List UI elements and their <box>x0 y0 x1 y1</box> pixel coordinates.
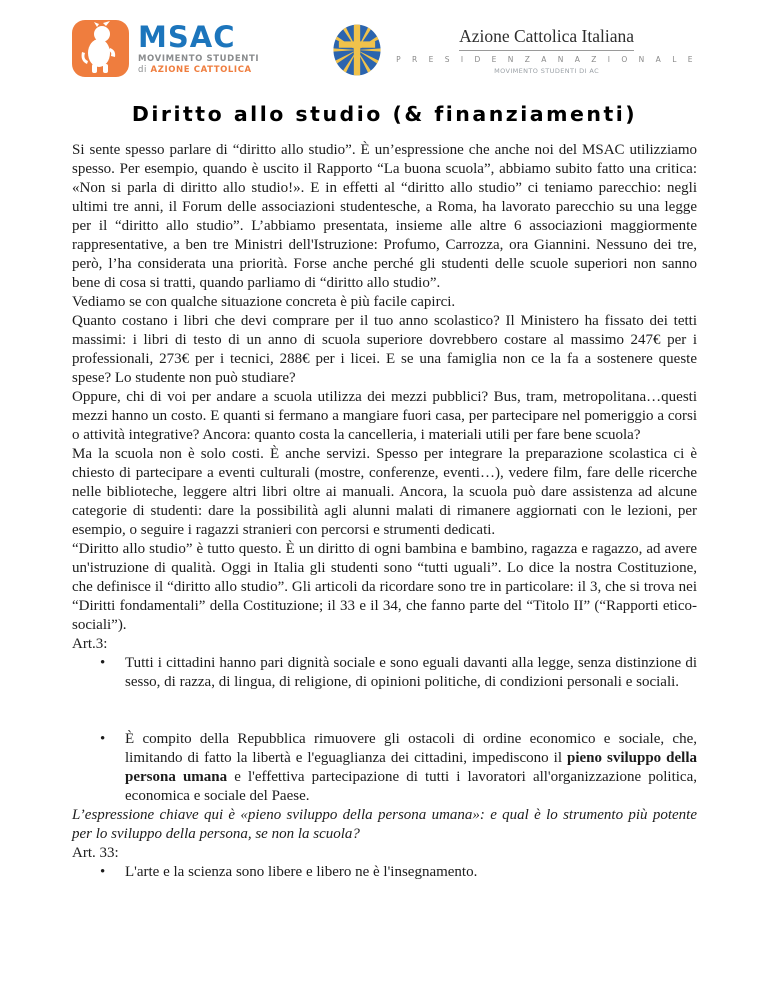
key-expression-note: L’espressione chiave qui è «pieno sviluppo della persona umana»: e qual è lo strumento più potente per lo sviluppo della persona, se non la scuola? <box>72 807 697 842</box>
art33-label: Art. 33: <box>72 845 119 861</box>
msac-acronym: MSAC <box>138 20 236 54</box>
art3-bullet-2 <box>100 730 697 806</box>
art3-bullet-1: • Tutti i cittadini hanno pari dignità sociale e sono eguali davanti alla legge, senza distinzione di sesso, di razza, di lingua, di religione, di opinioni politiche, di condizioni personali e sociali. <box>100 654 697 692</box>
art33-bullet-1: • L'arte e la scienza sono libere e libero ne è l'insegnamento. <box>100 863 697 882</box>
msac-subtitle-line2: di AZIONE CATTOLICA <box>138 65 252 75</box>
header <box>72 20 697 84</box>
paragraph-esempi-3: Oppure, chi di voi per andare a scuola utilizza dei mezzi pubblici? Bus, tram, metropolitana…questi mezzi hanno un costo. E quanti si fermano a mangiare fuori casa, per partecipare nel pomeriggio a corsi o attività integrative? Ancora: quanto costa la cancelleria, i materiali utili per fare bene scuola? <box>72 389 697 443</box>
aci-logo <box>328 21 697 79</box>
art3-bullet-2-pre: È compito della Repubblica rimuovere gli ostacoli di ordine economico e sociale, che, limitando di fatto la libertà e l'eguaglianza dei cittadini, impediscono il <box>125 731 697 766</box>
aci-cross-emblem-icon <box>328 21 386 79</box>
msac-subtitle-line1: MOVIMENTO STUDENTI <box>138 54 260 64</box>
art3-label: Art.3: <box>72 636 108 652</box>
aci-subsubtitle: MOVIMENTO STUDENTI DI AC <box>494 66 600 75</box>
page-title: Diritto allo studio (& finanziamenti) <box>131 102 638 126</box>
aci-logo-text <box>396 26 697 75</box>
art3-bullet-list <box>72 654 697 806</box>
paragraph-costituzione: “Diritto allo studio” è tutto questo. È un diritto di ogni bambina e bambino, ragazza e ragazzo, ad avere un'istruzione di qualità. Oggi in Italia gli studenti sono “tutti uguali”. Lo dice la nostra Costituzione, che definisce il “diritto allo studio”. Gli articoli da ricordare sono tre in particolare: il 3, che si trova nei “Diritti fondamentali” della Costituzione; il 33 e il 34, che fanno parte del “Titolo II” (“Rapporti etico-sociali”). <box>72 541 697 633</box>
paragraph-esempi-1: Vediamo se con qualche situazione concreta è più facile capirci. <box>72 294 456 310</box>
msac-lion-icon <box>72 20 129 77</box>
paragraph-esempi-4: Ma la scuola non è solo costi. È anche servizi. Spesso per integrare la preparazione scolastica ci è chiesto di partecipare a eventi culturali (mostre, conferenze, eventi…), vedere film, fare delle ricerche nelle biblioteche, leggere altri libri oltre ai manuali. Ancora, la scuola può dare assistenza ad alcune categorie di studenti: dare la possibilità agli alunni malati di rimanere aggiornati con le lezioni, per esempio, o seguire i ragazzi stranieri con percorsi e strumenti dedicati. <box>72 446 697 538</box>
aci-subtitle: P R E S I D E N Z A N A Z I O N A L E <box>396 54 697 64</box>
art3-bullet-2-bold: pieno sviluppo della persona umana <box>125 750 697 785</box>
aci-title: Azione Cattolica Italiana <box>459 26 634 51</box>
paragraph-esempi-2: Quanto costano i libri che devi comprare per il tuo anno scolastico? Il Ministero ha fissato dei tetti massimi: i libri di testo di un anno di scuola superiore dovrebbero costare al massimo 247€ per i professionali, 273€ per i tecnici, 288€ per i licei. E se una famiglia non ce la fa a sostenere queste spese? Lo studente non può studiare? <box>72 313 697 386</box>
art33-bullet-list <box>72 863 697 882</box>
art3-bullet-2-post: e l'effettiva partecipazione di tutti i lavoratori all'organizzazione politica, economica e sociale del Paese. <box>125 769 697 804</box>
document-body <box>72 141 697 882</box>
msac-logo <box>72 20 259 77</box>
paragraph-intro: Si sente spesso parlare di “diritto allo studio”. È un’espressione che anche noi del MSAC utilizziamo spesso. Per esempio, quando è uscito il Rapporto “La buona scuola”, abbiamo subito fatto una critica: «Non si parla di diritto allo studio!». E in effetti al “diritto allo studio” ci teniamo parecchio: negli ultimi tre anni, il Forum delle associazioni studentesche, a Roma, ha lavorato parecchio su una legge per il “diritto allo studio”. L’abbiamo presentata, insieme alle altre 6 associazioni maggiormente rappresentative, a ben tre Ministri dell'Istruzione: Profumo, Carrozza, ora Giannini. Nessuno dei tre, però, l’ha considerata una priorità. Forse anche perché gli studenti delle scuole superiori non sanno bene di cosa si tratti, quando parliamo di “diritto allo studio”. <box>72 142 697 291</box>
msac-logo-text <box>138 20 259 75</box>
